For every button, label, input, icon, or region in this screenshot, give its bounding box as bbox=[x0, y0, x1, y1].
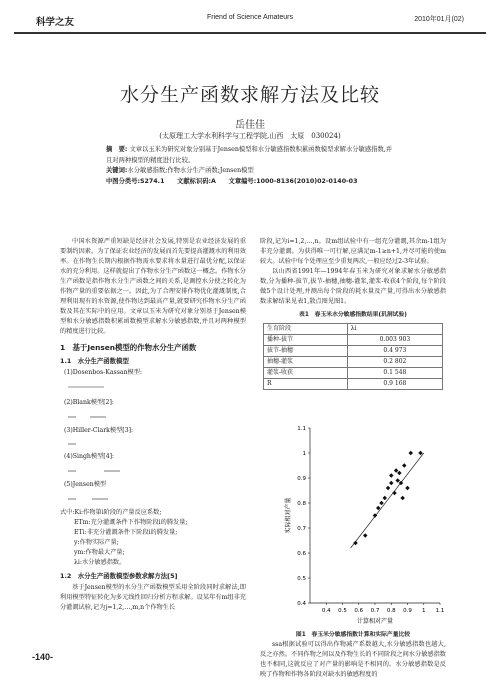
data-point bbox=[353, 541, 358, 546]
paragraph: ssa根据试验可以得出作物减产系数越大,水分敏感指数也越大,反之亦然。不同作物之间以及作物生长的不同阶段之间水分敏感指数也不相同,这就反应了对产量的影响是不相同的。水分敏感指数是反映了作物和作物各阶段对缺水的敏感程度的 bbox=[260, 641, 446, 678]
x-tick-label: 0.9 bbox=[403, 608, 412, 614]
value-cell: 0.003 903 bbox=[347, 335, 442, 346]
y-tick-label: 0.9 bbox=[297, 476, 306, 482]
model-2: (2)Blank模型[2]: bbox=[64, 399, 114, 406]
data-point bbox=[400, 496, 405, 501]
y-tick-label: 0.5 bbox=[297, 576, 306, 582]
y-tick-label: 1.1 bbox=[297, 426, 306, 432]
definition-line: ym:作物最大产量; bbox=[74, 549, 125, 556]
table-row bbox=[264, 335, 443, 346]
definition-line: λi:水分敏感指数。 bbox=[74, 559, 126, 566]
data-point bbox=[418, 451, 423, 456]
y-tick-label: 1 bbox=[302, 451, 306, 457]
abstract-text: 文章以玉米为研究对象分别基于Jensen模型和水分敏感指数积累函数模型求解水分敏感指数,并且对两种模型的精度进行比较。 bbox=[106, 146, 393, 164]
issue-date: 2010年01月(02) bbox=[414, 16, 464, 23]
definition-line: ETm:充分灌溉条件下作物阶段i的腾发量; bbox=[74, 519, 188, 526]
method-paragraph: 基于Jensen模型的水分生产函数模型采用全阶段同时求解法,即利用模型特征转化为多元线性回归分析方程求解。设某年有m组非充分灌溉试验,记为j=1,2,…,m,n个作物生长 bbox=[60, 584, 246, 611]
table-row bbox=[264, 357, 443, 368]
x-tick-label: 0.7 bbox=[370, 608, 380, 614]
formula-1 bbox=[64, 379, 246, 397]
right-column-end bbox=[260, 640, 446, 680]
x-axis-label: 计算相对产量 bbox=[356, 618, 394, 625]
x-tick-label: 0.5 bbox=[338, 608, 347, 614]
data-point bbox=[363, 533, 368, 538]
stage-cell: R bbox=[264, 379, 348, 390]
page-number: -140- bbox=[32, 652, 54, 662]
data-point bbox=[379, 501, 384, 506]
right-column bbox=[260, 237, 446, 390]
keywords bbox=[106, 166, 398, 177]
table-row bbox=[264, 379, 443, 390]
definition-line: y:作物实际产量; bbox=[74, 539, 119, 546]
formula-2 bbox=[64, 409, 246, 425]
paragraph: 阶段,记为i=1,2,…,n。设m组试验中有一组充分灌溉,其余m-1组为非充分灌溉。为获得唯一可行解,应满足m-1≥n+1,并尽可能的使m较大。试验中每个处理应至少重复两次,一般应经过2-3年试验。 bbox=[260, 238, 446, 265]
definition-line: 式中:Ki:作物第i阶段的产量反应系数; bbox=[60, 509, 162, 516]
classification: 中图分类号:S274.1 文献标识码:A 文章编号:1000-8136(2010)02-0140-03 bbox=[106, 177, 358, 185]
stage-cell: 抽穗-灌浆 bbox=[264, 357, 348, 368]
data-point bbox=[389, 481, 394, 486]
y-tick-label: 0.7 bbox=[297, 526, 306, 532]
journal-name: 科学之友 bbox=[36, 17, 75, 28]
subsection-heading: 1.2 水分生产函数模型参数求解方法[5] bbox=[60, 572, 178, 580]
affiliation: (太原理工大学水利科学与工程学院,山西 太原 030024) bbox=[159, 132, 341, 140]
table-row bbox=[264, 346, 443, 357]
value-cell: 0.4 973 bbox=[347, 346, 442, 357]
formula-5 bbox=[64, 491, 246, 507]
y-tick-label: 0.6 bbox=[297, 551, 306, 557]
author: 岳佳佳 bbox=[235, 120, 265, 131]
running-header bbox=[14, 4, 486, 34]
x-tick-label: 0.4 bbox=[321, 608, 331, 614]
value-cell: 0.2 802 bbox=[347, 357, 442, 368]
model-5: (5)Jensen模型 bbox=[64, 481, 107, 488]
paragraph: 以山西省1991年—1994年春玉米为研究对象求解水分敏感指数,分为播种-拔节,拔节-抽穗,抽穗-灌浆,灌浆-收获4个阶段,每个阶段做5个设计处理,并测出每个阶段的耗水量及产量,可得出水分敏感指数求解结果见表1,散点图见图1。 bbox=[260, 268, 446, 305]
data-point bbox=[394, 468, 399, 473]
x-tick-label: 1.1 bbox=[435, 608, 445, 614]
paper-title: 水分生产函数求解方法及比较 bbox=[119, 84, 380, 106]
x-tick-label: 1 bbox=[422, 608, 426, 614]
trend-line bbox=[351, 453, 424, 548]
stage-cell: 播种-拔节 bbox=[264, 335, 348, 346]
keywords-text: 水分敏感指数;作物水分生产函数;Jensen模型 bbox=[127, 167, 254, 174]
definition-line: ETi:非充分灌溉条件下阶段i的腾发量; bbox=[74, 529, 178, 536]
section-heading: 1 基于Jensen模型的作物水分生产函数 bbox=[60, 343, 197, 352]
scatter-chart bbox=[280, 420, 450, 630]
data-point bbox=[408, 451, 413, 456]
table-header: λi bbox=[347, 324, 442, 335]
data-point bbox=[386, 486, 391, 491]
keywords-label: 关键词: bbox=[106, 167, 128, 174]
value-cell: 0.1 548 bbox=[347, 368, 442, 379]
x-tick-label: 0.6 bbox=[354, 608, 364, 614]
table-header: 生育阶段 bbox=[264, 324, 348, 335]
y-axis-label: 实际相对产量 bbox=[285, 497, 292, 534]
data-point bbox=[397, 471, 402, 476]
y-tick-label: 0.8 bbox=[297, 501, 306, 507]
stage-cell: 灌浆-收获 bbox=[264, 368, 348, 379]
data-point bbox=[382, 496, 387, 501]
data-point bbox=[395, 478, 400, 483]
formula-3 bbox=[64, 437, 246, 451]
data-point bbox=[405, 486, 410, 491]
results-table bbox=[263, 323, 443, 390]
table-row bbox=[264, 368, 443, 379]
model-3: (3)Hiller-Clark模型[3]: bbox=[64, 427, 134, 434]
y-tick-label: 0.4 bbox=[297, 601, 306, 607]
abstract-block bbox=[106, 145, 398, 187]
data-point bbox=[402, 463, 407, 468]
left-column bbox=[60, 237, 246, 613]
abstract bbox=[106, 145, 398, 166]
subsection-heading: 1.1 水分生产函数模型 bbox=[60, 357, 129, 365]
abstract-label: 摘 要: bbox=[106, 146, 128, 153]
data-point bbox=[392, 491, 397, 496]
variable-definitions bbox=[60, 508, 246, 568]
intro-paragraph: 中国水资源严重短缺是经济社会发展,特别是农业经济发展的重要制约因素。为了保证农业经济的发展而首先要提高灌溉水的利用效率。在作物生长期内根据作物需水要求将水量进行最优分配,以保证水的充分利用。这样就提出了作物水分生产函数这一概念。作物水分生产函数是指作物水分生产函数之间的关系,是调控水分使之转化为作物产量的重要依据之一。因此,为了合理安排作物优化灌溉制度,合理利用现有的水资源,使作物达到最高产量,就要研究作物水分生产函数及其在实际中的应用。文章以玉米为研究对象分别基于Jensen模型和水分敏感指数积累函数模型求解水分敏感指数,并且对两种模型的精度进行比较。 bbox=[60, 238, 246, 335]
data-point bbox=[389, 473, 394, 478]
table-caption: 表1 春玉米水分敏感指数结果(玑洞试验) bbox=[299, 312, 407, 318]
formula-4 bbox=[64, 463, 246, 479]
value-cell: 0.9 168 bbox=[347, 379, 442, 390]
model-1: (1)Dosenbos-Kassan模型: bbox=[64, 369, 143, 376]
journal-english-name: Friend of Science Amateurs bbox=[207, 14, 293, 21]
model-4: (4)Singh模型[4]: bbox=[64, 453, 115, 460]
figure-caption: 图1 春玉米分敏感指数计算和实际产量比较 bbox=[295, 632, 411, 638]
x-tick-label: 0.8 bbox=[386, 608, 396, 614]
stage-cell: 拔节-抽穗 bbox=[264, 346, 348, 357]
